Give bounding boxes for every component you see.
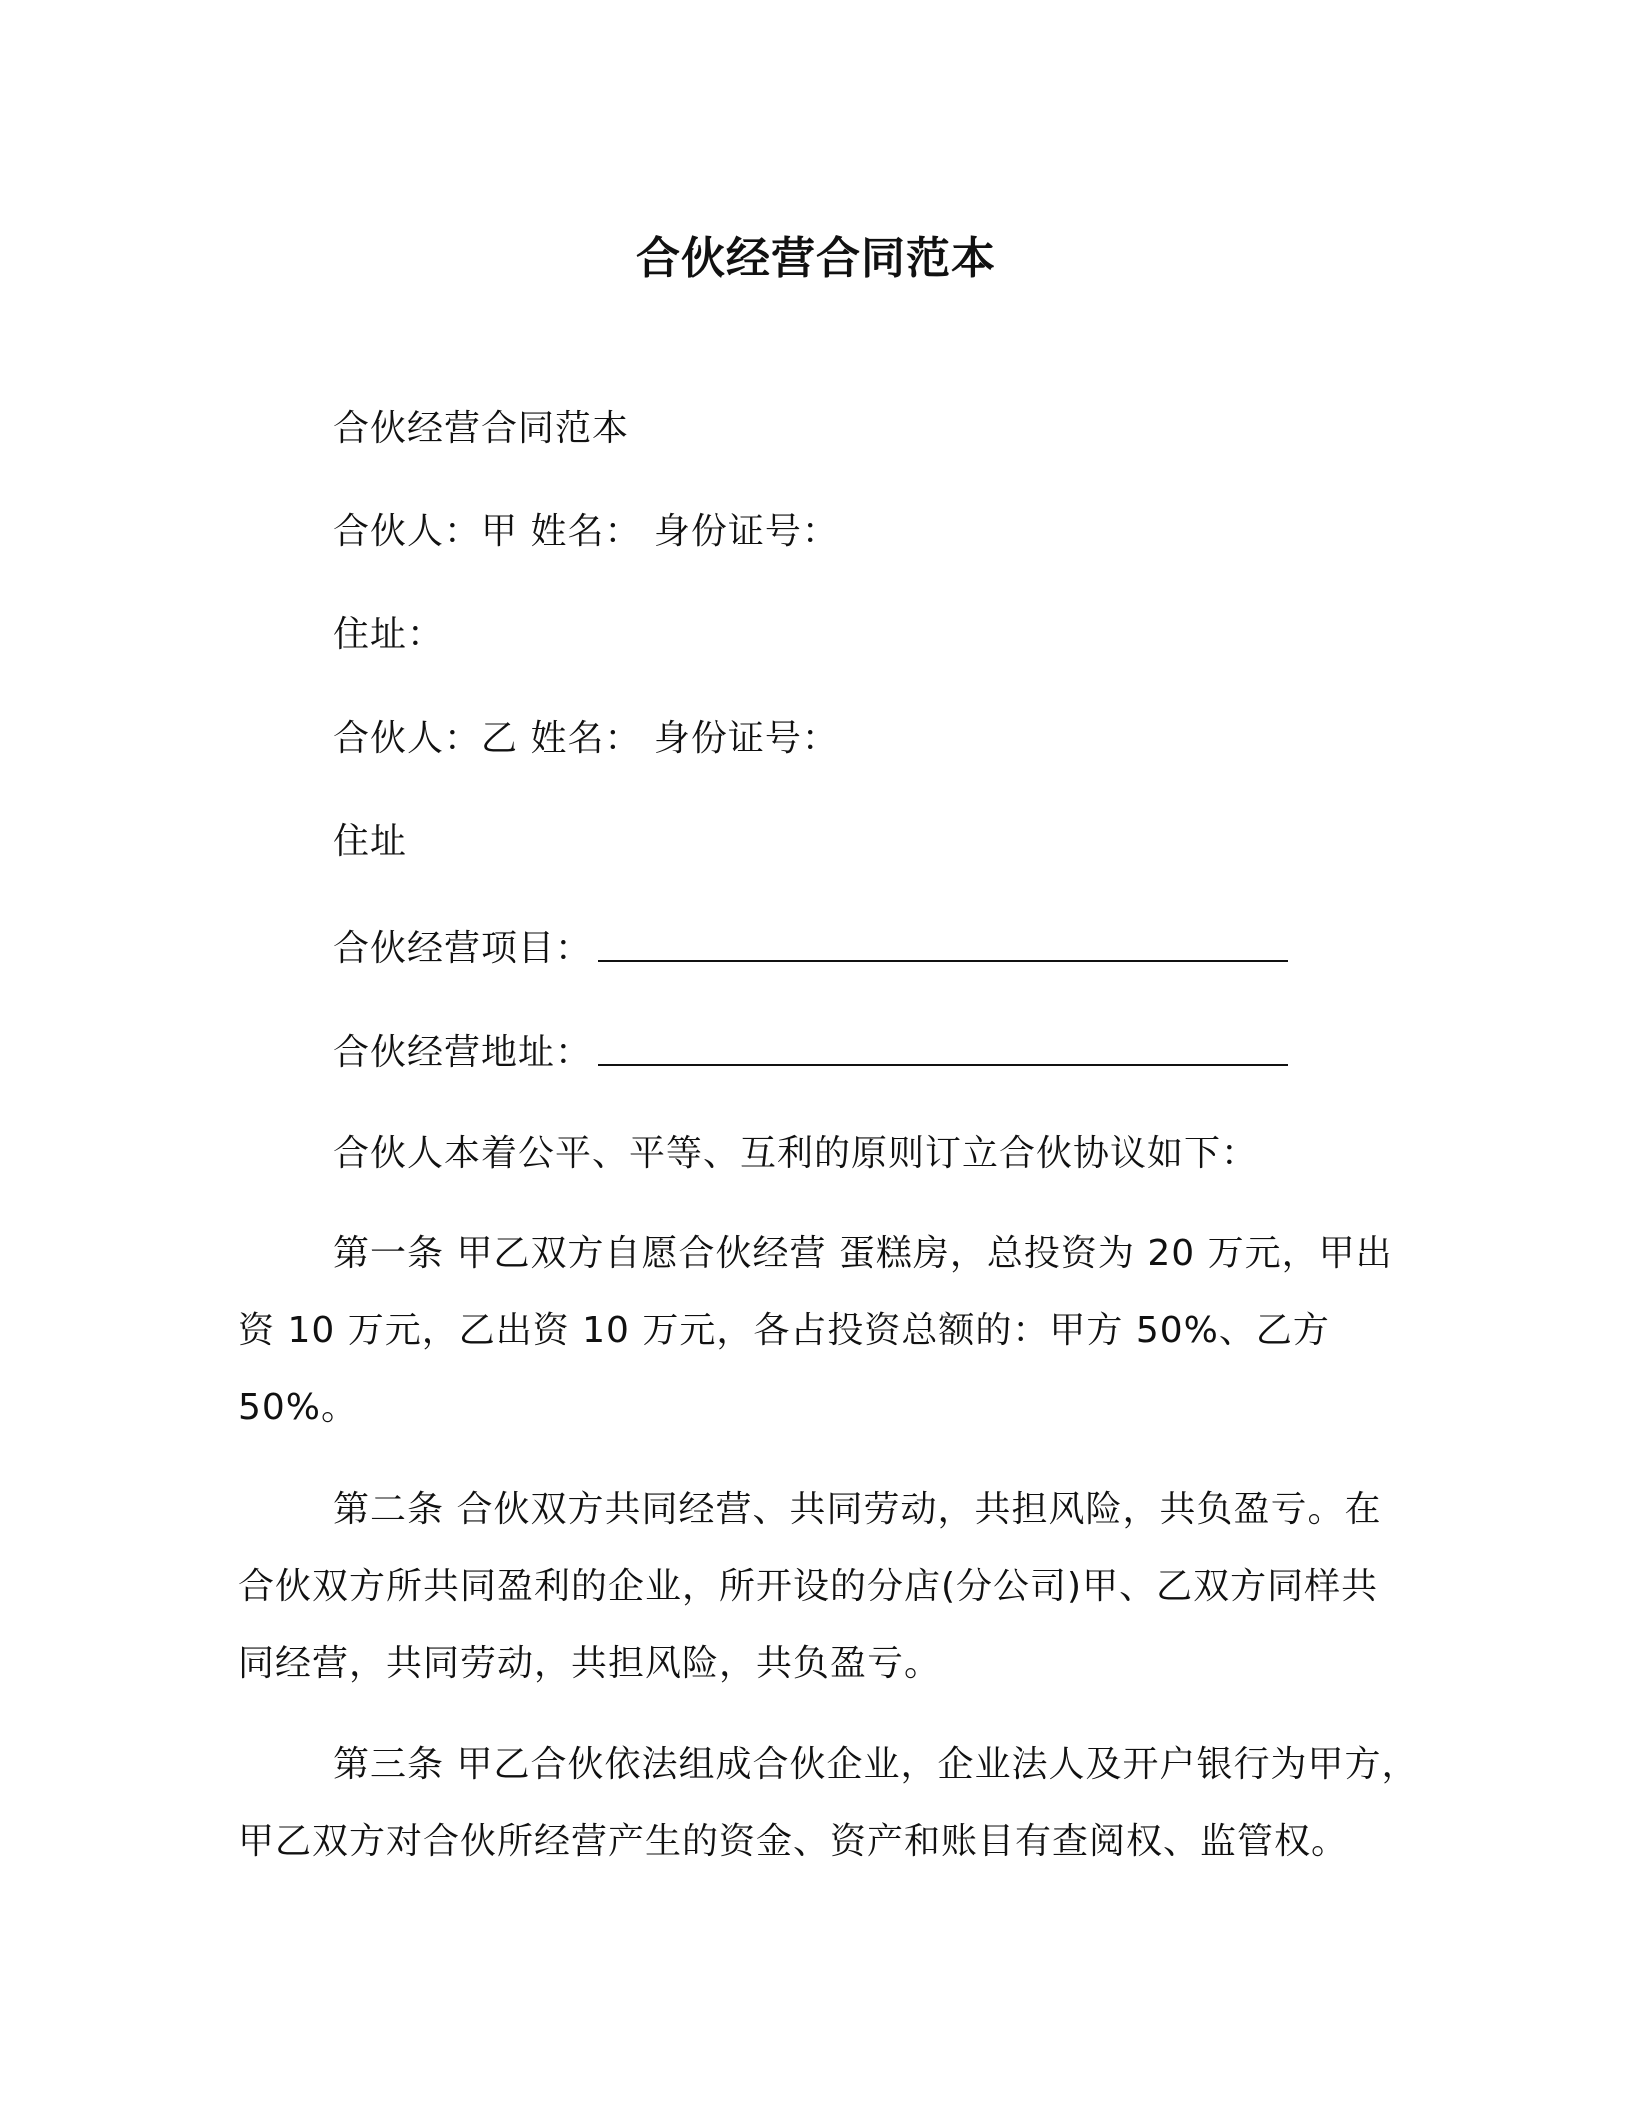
article-2-row-1: 第二条 合伙双方共同经营、共同劳动，共担风险，共负盈亏。在: [333, 1489, 1382, 1530]
address-b-line: 住址: [333, 821, 408, 862]
project-line: [333, 920, 1288, 971]
article-2-row-2: 合伙双方所共同盈利的企业，所开设的分店(分公司)甲、乙双方同样共: [238, 1566, 1379, 1607]
article-1-row-1: 第一条 甲乙双方自愿合伙经营 蛋糕房，总投资为 20 万元，甲出: [333, 1233, 1393, 1274]
article-1-row-2: 资 10 万元，乙出资 10 万元，各占投资总额的：甲方 50%、乙方: [238, 1310, 1330, 1351]
location-blank-underline: [598, 1034, 1288, 1066]
article-3: [238, 1726, 1419, 1880]
article-2: [238, 1471, 1408, 1702]
partner-a-line: 合伙人：甲 姓名： 身份证号：: [333, 511, 839, 552]
article-3-row-2: 甲乙双方对合伙所经营产生的资金、资产和账目有查阅权、监管权。: [238, 1821, 1349, 1862]
article-2-row-3: 同经营，共同劳动，共担风险，共负盈亏。: [238, 1643, 942, 1684]
address-a-line: 住址：: [333, 614, 445, 655]
location-label: 合伙经营地址：: [333, 1032, 593, 1073]
partner-b-line: 合伙人：乙 姓名： 身份证号：: [333, 718, 839, 759]
article-3-row-1: 第三条 甲乙合伙依法组成合伙企业，企业法人及开户银行为甲方，: [333, 1744, 1419, 1785]
document-title: 合伙经营合同范本: [636, 233, 996, 284]
article-1: [238, 1215, 1408, 1446]
project-label: 合伙经营项目：: [333, 928, 593, 969]
project-blank-underline: [598, 930, 1288, 962]
subtitle-line: 合伙经营合同范本: [333, 408, 630, 449]
intro-line: 合伙人本着公平、平等、互利的原则订立合伙协议如下：: [333, 1133, 1259, 1174]
location-line: [333, 1024, 1288, 1075]
article-1-row-3: 50%。: [238, 1387, 359, 1428]
